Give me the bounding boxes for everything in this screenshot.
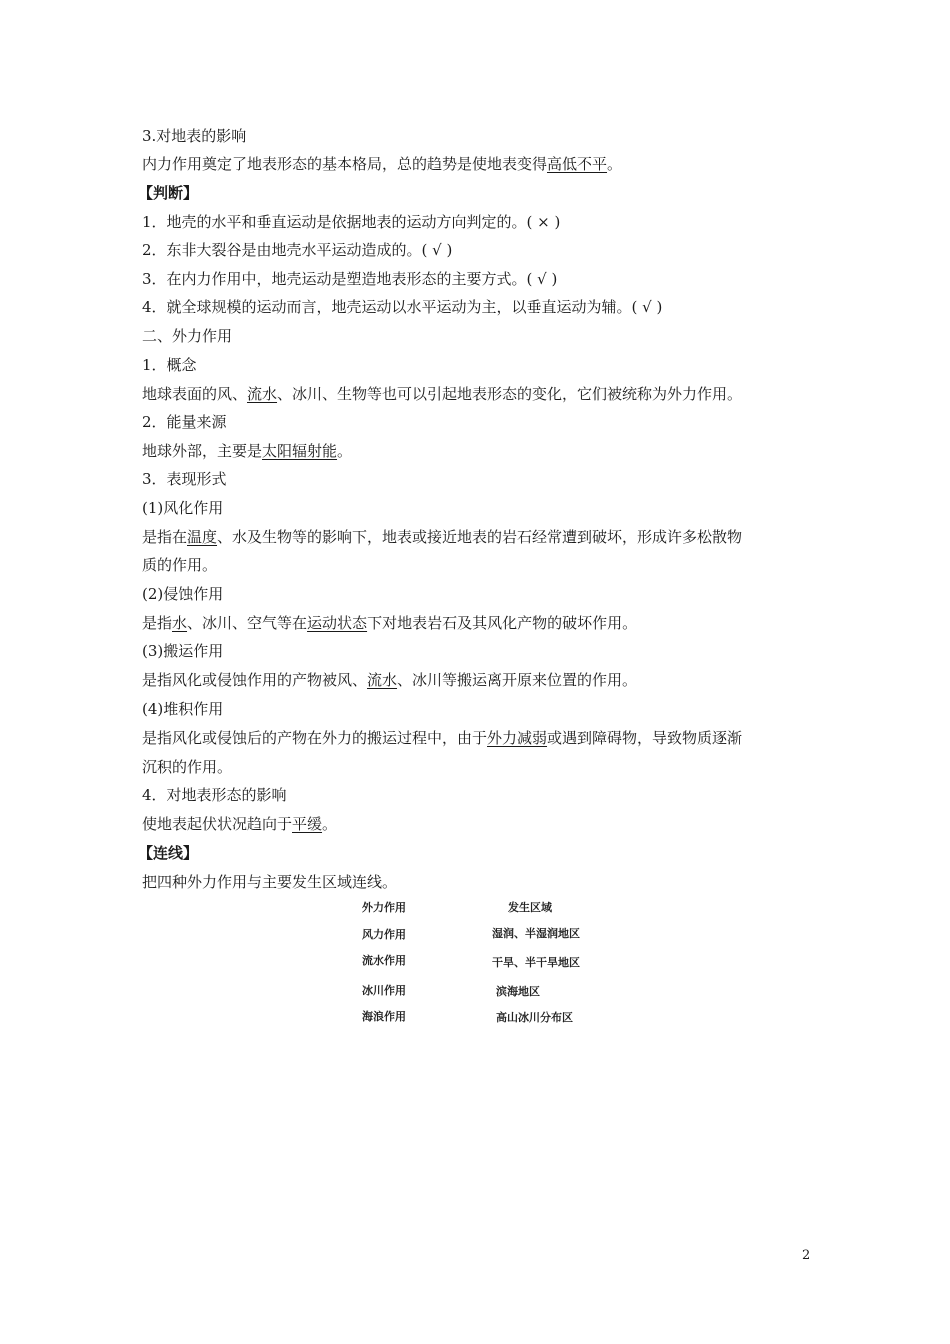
answer-underlined: 平缓 xyxy=(292,815,323,833)
answer-underlined: 水 xyxy=(172,614,188,632)
text: 是指风化或侵蚀后的产物在外力的搬运过程中，由于 xyxy=(142,729,488,747)
text: 地球表面的风、 xyxy=(142,385,248,403)
text: 内力作用奠定了地表形态的基本格局，总的趋势是使地表变得 xyxy=(142,155,548,173)
forms-heading: 3．表现形式 xyxy=(142,470,227,488)
text: 。 xyxy=(322,815,338,833)
answer-underlined: 流水 xyxy=(367,671,398,689)
matching-left-item: 流水作用 xyxy=(362,954,406,967)
page-number: 2 xyxy=(802,1248,811,1263)
deposition-paragraph xyxy=(142,728,742,748)
matching-right-item: 滨海地区 xyxy=(496,985,540,998)
matching-right-item: 湿润、半湿润地区 xyxy=(492,927,580,940)
answer-underlined: 运动状态 xyxy=(307,614,368,632)
text: 是指 xyxy=(142,614,173,632)
judge-item-2: 2．东非大裂谷是由地壳水平运动造成的。( √ ) xyxy=(142,241,453,259)
weathering-paragraph-line2: 质的作用。 xyxy=(142,556,218,574)
matching-right-header: 发生区域 xyxy=(508,901,552,914)
matching-left-item: 风力作用 xyxy=(362,928,406,941)
text: 、冰川、空气等在 xyxy=(187,614,308,632)
deposition-heading: (4)堆积作用 xyxy=(142,700,224,718)
text: 地球外部，主要是 xyxy=(142,442,263,460)
energy-heading: 2．能量来源 xyxy=(142,413,227,431)
answer-underlined: 流水 xyxy=(247,385,278,403)
deposition-paragraph-line2: 沉积的作用。 xyxy=(142,758,233,776)
matching-left-header: 外力作用 xyxy=(362,901,406,914)
weathering-paragraph xyxy=(142,527,742,547)
text: 是指在 xyxy=(142,528,188,546)
judge-item-4: 4．就全球规模的运动而言，地壳运动以水平运动为主，以垂直运动为辅。( √ ) xyxy=(142,298,663,316)
erosion-paragraph xyxy=(142,613,637,633)
matching-instruction: 把四种外力作用与主要发生区域连线。 xyxy=(142,873,398,891)
judge-heading: 【判断】 xyxy=(138,184,199,202)
text: 。 xyxy=(337,442,353,460)
weathering-heading: (1)风化作用 xyxy=(142,499,224,517)
paragraph-internal-force xyxy=(142,154,622,174)
text: 或遇到障碍物，导致物质逐渐 xyxy=(547,729,743,747)
judge-item-3: 3．在内力作用中，地壳运动是塑造地表形态的主要方式。( √ ) xyxy=(142,270,558,288)
erosion-heading: (2)侵蚀作用 xyxy=(142,585,224,603)
section-heading-surface-effect: 3.对地表的影响 xyxy=(142,127,247,145)
transport-paragraph xyxy=(142,670,637,690)
matching-right-item: 高山冰川分布区 xyxy=(496,1011,573,1024)
matching-left-item: 冰川作用 xyxy=(362,984,406,997)
answer-underlined: 外力减弱 xyxy=(487,729,548,747)
judge-item-1: 1．地壳的水平和垂直运动是依据地表的运动方向判定的。( × ) xyxy=(142,213,561,231)
text: 使地表起伏状况趋向于 xyxy=(142,815,293,833)
text: 、冰川等搬运离开原来位置的作用。 xyxy=(397,671,638,689)
concept-paragraph xyxy=(142,384,742,404)
effect-paragraph xyxy=(142,814,337,834)
concept-heading: 1．概念 xyxy=(142,356,197,374)
matching-left-item: 海浪作用 xyxy=(362,1010,406,1023)
matching-right-item: 干旱、半干旱地区 xyxy=(492,956,580,969)
matching-heading: 【连线】 xyxy=(138,844,199,862)
answer-underlined: 太阳辐射能 xyxy=(262,442,338,460)
text: 下对地表岩石及其风化产物的破坏作用。 xyxy=(367,614,638,632)
energy-paragraph xyxy=(142,441,352,461)
effect-heading: 4．对地表形态的影响 xyxy=(142,786,287,804)
text: 、冰川、生物等也可以引起地表形态的变化，它们被统称为外力作用。 xyxy=(277,385,743,403)
text: 、水及生物等的影响下，地表或接近地表的岩石经常遭到破坏，形成许多松散物 xyxy=(217,528,743,546)
section-heading-external: 二、外力作用 xyxy=(142,327,233,345)
transport-heading: (3)搬运作用 xyxy=(142,642,224,660)
answer-underlined: 温度 xyxy=(187,528,218,546)
text: 是指风化或侵蚀作用的产物被风、 xyxy=(142,671,368,689)
answer-underlined: 高低不平 xyxy=(547,155,608,173)
text: 。 xyxy=(607,155,623,173)
